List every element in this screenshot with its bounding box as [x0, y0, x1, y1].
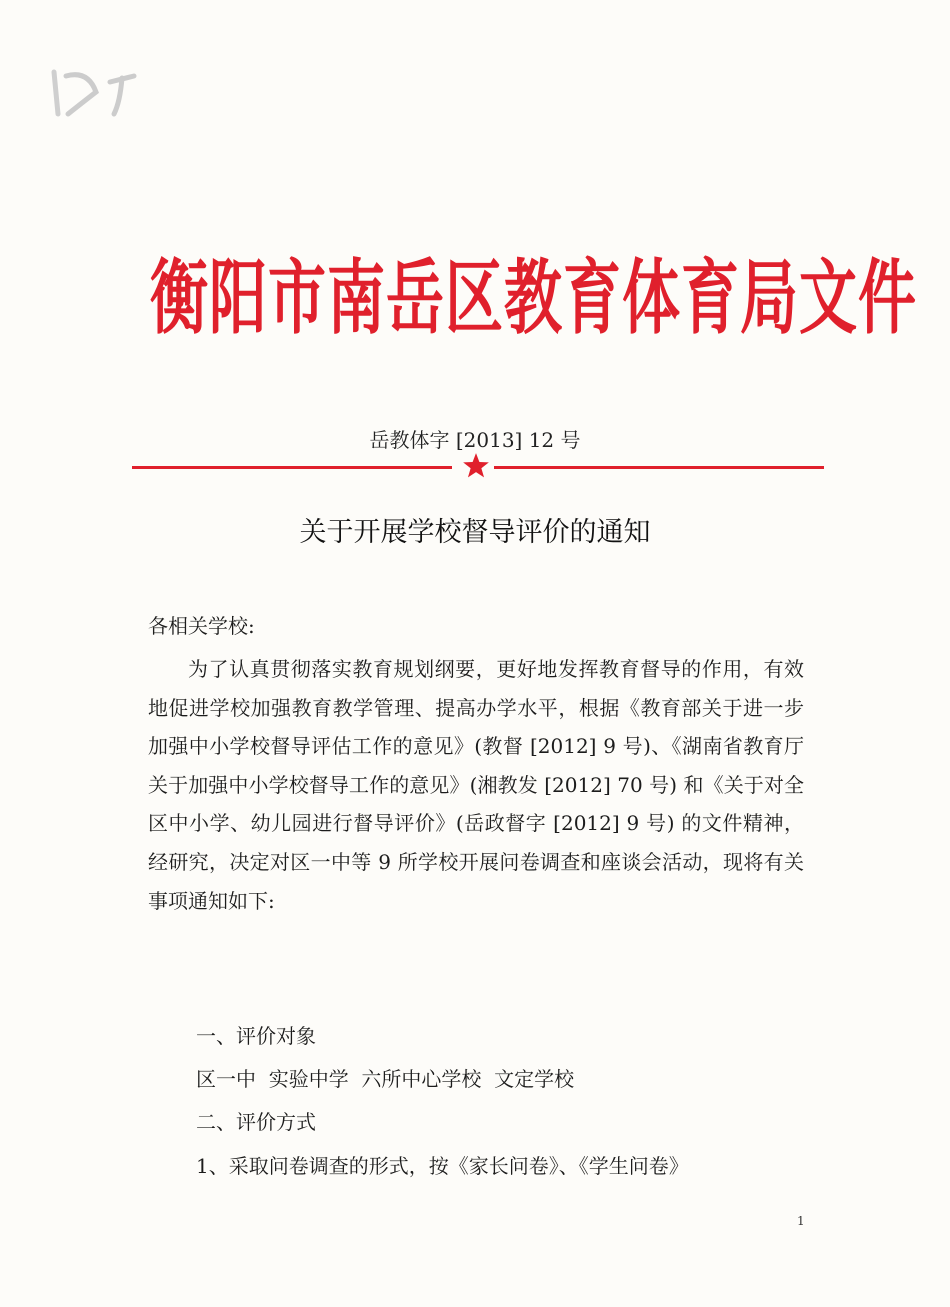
salutation: 各相关学校:	[148, 614, 255, 638]
star-icon	[462, 452, 490, 480]
divider-line-left	[132, 466, 452, 469]
section-1-heading: 一、评价对象	[196, 1024, 316, 1048]
page-number: 1	[797, 1214, 805, 1228]
section-2-heading: 二、评价方式	[196, 1110, 316, 1134]
handwritten-mark	[48, 62, 158, 122]
document-number: 岳教体字 [2013] 12 号	[369, 428, 581, 452]
section-2-item-1: 1、采取问卷调查的形式，按《家长问卷》、《学生问卷》	[196, 1154, 689, 1178]
notice-title: 关于开展学校督导评价的通知	[299, 517, 651, 548]
body-paragraph: 为了认真贯彻落实教育规划纲要，更好地发挥教育督导的作用，有效地促进学校加强教育教学管理、提高办学水平，根据《教育部关于进一步加强中小学校督导评估工作的意见》(教督 [2012] 9 号)、《湖南省教育厅关于加强中小学校督导工作的意见》(湘教发 [2012] 70 号) 和《关于对全区中小学、幼儿园进行督导评价》(岳政督字 [2012] 9 号) 的文件精神，经研究，决定对区一中等 9 所学校开展问卷调查和座谈会活动，现将有关事项通知如下:	[148, 657, 804, 913]
red-divider	[132, 462, 824, 482]
issuer-title: 衡阳市南岳区教育体育局文件	[150, 250, 918, 346]
divider-line-right	[494, 466, 824, 469]
section-1-body: 区一中 实验中学 六所中心学校 文定学校	[196, 1067, 575, 1091]
